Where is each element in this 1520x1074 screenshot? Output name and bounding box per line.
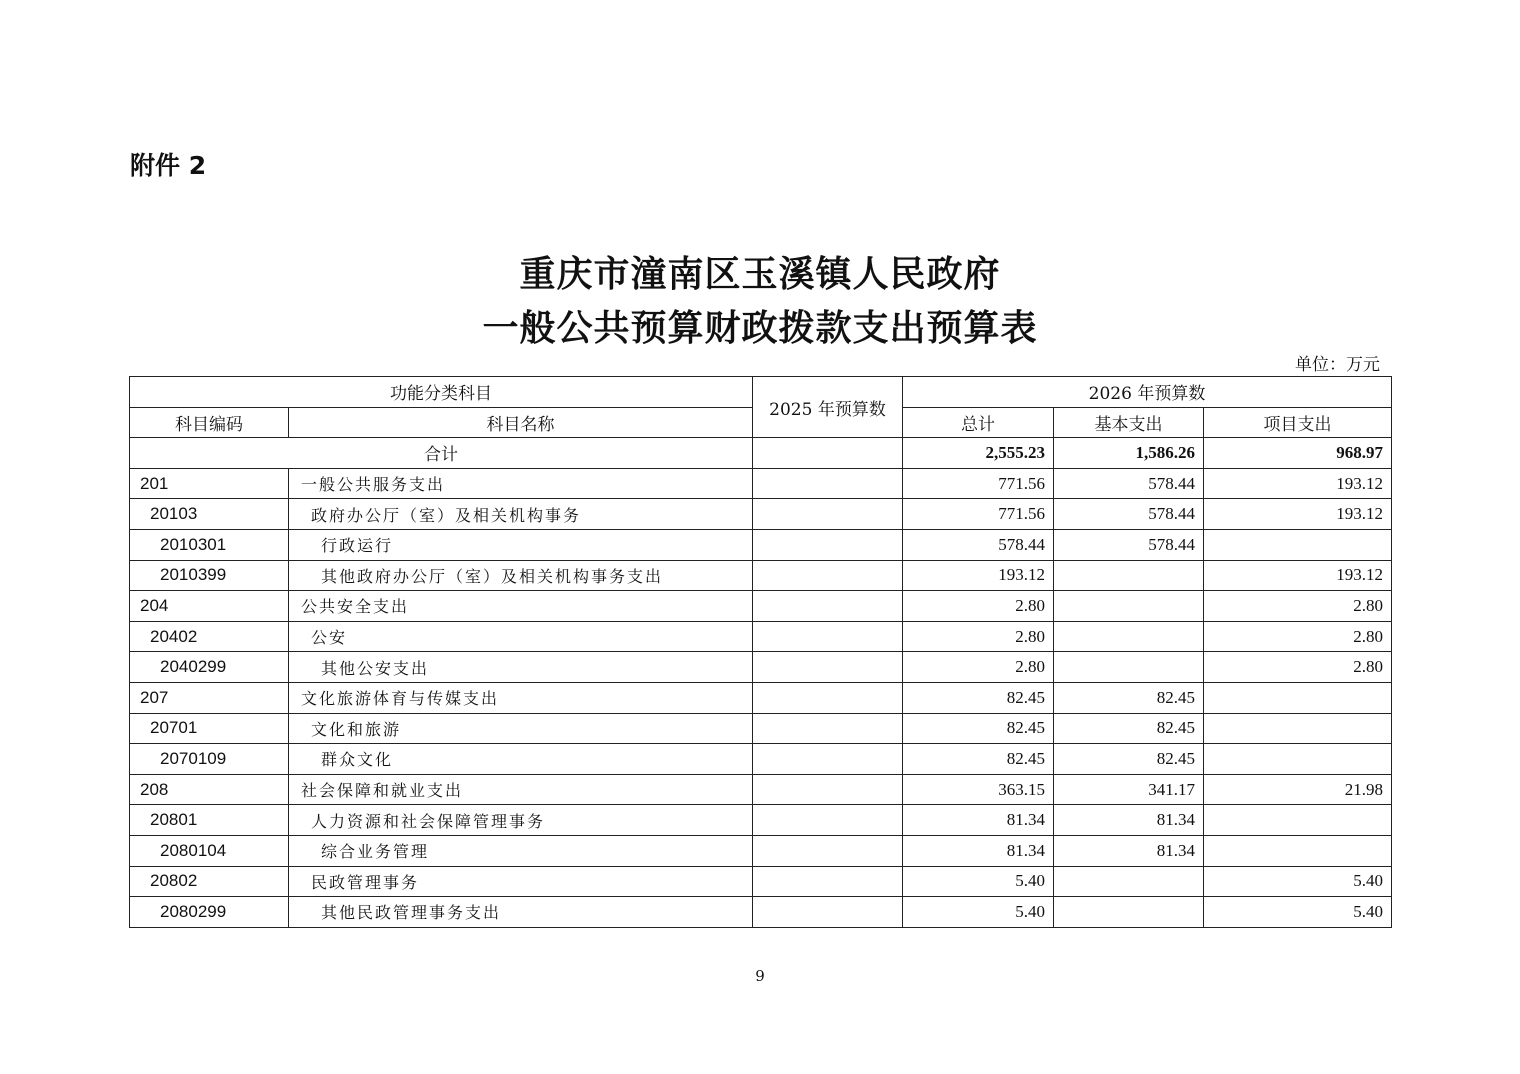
row-prev xyxy=(753,468,903,499)
row-project: 2.80 xyxy=(1204,652,1392,683)
table-row xyxy=(130,835,1392,866)
document-title-line2: 一般公共预算财政拨款支出预算表 xyxy=(482,307,1038,349)
total-project: 968.97 xyxy=(1204,438,1392,469)
row-total: 363.15 xyxy=(903,774,1054,805)
row-code: 20103 xyxy=(130,499,289,530)
total-label: 合计 xyxy=(130,438,753,469)
row-total: 2.80 xyxy=(903,591,1054,622)
row-code: 2040299 xyxy=(130,652,289,683)
row-basic: 82.45 xyxy=(1054,713,1204,744)
row-total: 578.44 xyxy=(903,529,1054,560)
row-basic: 82.45 xyxy=(1054,682,1204,713)
row-basic: 578.44 xyxy=(1054,499,1204,530)
row-code: 201 xyxy=(130,468,289,499)
table-row xyxy=(130,805,1392,836)
row-basic xyxy=(1054,621,1204,652)
table-row xyxy=(130,652,1392,683)
row-project: 193.12 xyxy=(1204,468,1392,499)
row-basic xyxy=(1054,591,1204,622)
table-row xyxy=(130,591,1392,622)
unit-label: 单位：万元 xyxy=(1295,355,1380,375)
row-code: 208 xyxy=(130,774,289,805)
row-project xyxy=(1204,713,1392,744)
row-total: 81.34 xyxy=(903,835,1054,866)
header-budget-2026: 2026 年预算数 xyxy=(903,377,1392,408)
row-name: 民政管理事务 xyxy=(289,866,753,897)
total-row xyxy=(130,438,1392,469)
row-name: 文化和旅游 xyxy=(289,713,753,744)
row-project: 5.40 xyxy=(1204,897,1392,928)
row-project xyxy=(1204,529,1392,560)
table-row xyxy=(130,774,1392,805)
row-basic: 81.34 xyxy=(1054,835,1204,866)
table-row xyxy=(130,560,1392,591)
row-project: 193.12 xyxy=(1204,499,1392,530)
row-code: 204 xyxy=(130,591,289,622)
page-number: 9 xyxy=(755,967,765,985)
row-basic xyxy=(1054,560,1204,591)
header-row-1 xyxy=(130,377,1392,408)
row-name: 文化旅游体育与传媒支出 xyxy=(289,682,753,713)
row-name: 群众文化 xyxy=(289,744,753,775)
row-total: 2.80 xyxy=(903,621,1054,652)
row-basic xyxy=(1054,897,1204,928)
header-project: 项目支出 xyxy=(1204,407,1392,438)
row-prev xyxy=(753,866,903,897)
row-code: 2010301 xyxy=(130,529,289,560)
table-row xyxy=(130,897,1392,928)
row-code: 20402 xyxy=(130,621,289,652)
row-name: 社会保障和就业支出 xyxy=(289,774,753,805)
total-basic: 1,586.26 xyxy=(1054,438,1204,469)
row-total: 771.56 xyxy=(903,499,1054,530)
row-project: 193.12 xyxy=(1204,560,1392,591)
row-project: 2.80 xyxy=(1204,621,1392,652)
row-name: 行政运行 xyxy=(289,529,753,560)
row-code: 2080299 xyxy=(130,897,289,928)
row-prev xyxy=(753,774,903,805)
table-row xyxy=(130,713,1392,744)
row-code: 20801 xyxy=(130,805,289,836)
row-project: 5.40 xyxy=(1204,866,1392,897)
row-prev xyxy=(753,621,903,652)
row-prev xyxy=(753,591,903,622)
header-functional-class: 功能分类科目 xyxy=(130,377,753,408)
row-total: 82.45 xyxy=(903,713,1054,744)
row-project: 2.80 xyxy=(1204,591,1392,622)
row-basic xyxy=(1054,866,1204,897)
row-name: 其他政府办公厅（室）及相关机构事务支出 xyxy=(289,560,753,591)
row-project xyxy=(1204,835,1392,866)
row-code: 207 xyxy=(130,682,289,713)
budget-table xyxy=(129,376,1392,928)
row-basic: 578.44 xyxy=(1054,468,1204,499)
row-prev xyxy=(753,744,903,775)
table-row xyxy=(130,866,1392,897)
row-project xyxy=(1204,682,1392,713)
table-row xyxy=(130,621,1392,652)
row-basic: 341.17 xyxy=(1054,774,1204,805)
row-total: 82.45 xyxy=(903,682,1054,713)
row-total: 5.40 xyxy=(903,897,1054,928)
row-basic: 82.45 xyxy=(1054,744,1204,775)
row-prev xyxy=(753,713,903,744)
row-total: 82.45 xyxy=(903,744,1054,775)
row-basic: 81.34 xyxy=(1054,805,1204,836)
row-total: 81.34 xyxy=(903,805,1054,836)
row-prev xyxy=(753,529,903,560)
table-row xyxy=(130,499,1392,530)
row-prev xyxy=(753,682,903,713)
table-row xyxy=(130,529,1392,560)
row-prev xyxy=(753,897,903,928)
header-total: 总计 xyxy=(903,407,1054,438)
row-prev xyxy=(753,652,903,683)
header-name: 科目名称 xyxy=(289,407,753,438)
row-name: 公共安全支出 xyxy=(289,591,753,622)
table-row xyxy=(130,744,1392,775)
header-basic: 基本支出 xyxy=(1054,407,1204,438)
header-code: 科目编码 xyxy=(130,407,289,438)
total-prev xyxy=(753,438,903,469)
row-code: 2070109 xyxy=(130,744,289,775)
table-row xyxy=(130,468,1392,499)
row-basic xyxy=(1054,652,1204,683)
header-budget-2025: 2025 年预算数 xyxy=(753,377,903,438)
row-project xyxy=(1204,744,1392,775)
row-total: 771.56 xyxy=(903,468,1054,499)
row-name: 其他公安支出 xyxy=(289,652,753,683)
attachment-label: 附件 2 xyxy=(130,151,207,180)
row-prev xyxy=(753,499,903,530)
row-prev xyxy=(753,560,903,591)
row-prev xyxy=(753,805,903,836)
row-code: 2080104 xyxy=(130,835,289,866)
total-total: 2,555.23 xyxy=(903,438,1054,469)
row-name: 政府办公厅（室）及相关机构事务 xyxy=(289,499,753,530)
row-code: 2010399 xyxy=(130,560,289,591)
row-name: 一般公共服务支出 xyxy=(289,468,753,499)
row-basic: 578.44 xyxy=(1054,529,1204,560)
row-code: 20701 xyxy=(130,713,289,744)
row-project xyxy=(1204,805,1392,836)
row-code: 20802 xyxy=(130,866,289,897)
row-prev xyxy=(753,835,903,866)
table-row xyxy=(130,682,1392,713)
row-project: 21.98 xyxy=(1204,774,1392,805)
row-name: 综合业务管理 xyxy=(289,835,753,866)
row-total: 193.12 xyxy=(903,560,1054,591)
document-title-line1: 重庆市潼南区玉溪镇人民政府 xyxy=(519,253,1001,295)
row-name: 公安 xyxy=(289,621,753,652)
row-name: 其他民政管理事务支出 xyxy=(289,897,753,928)
row-total: 2.80 xyxy=(903,652,1054,683)
row-name: 人力资源和社会保障管理事务 xyxy=(289,805,753,836)
row-total: 5.40 xyxy=(903,866,1054,897)
